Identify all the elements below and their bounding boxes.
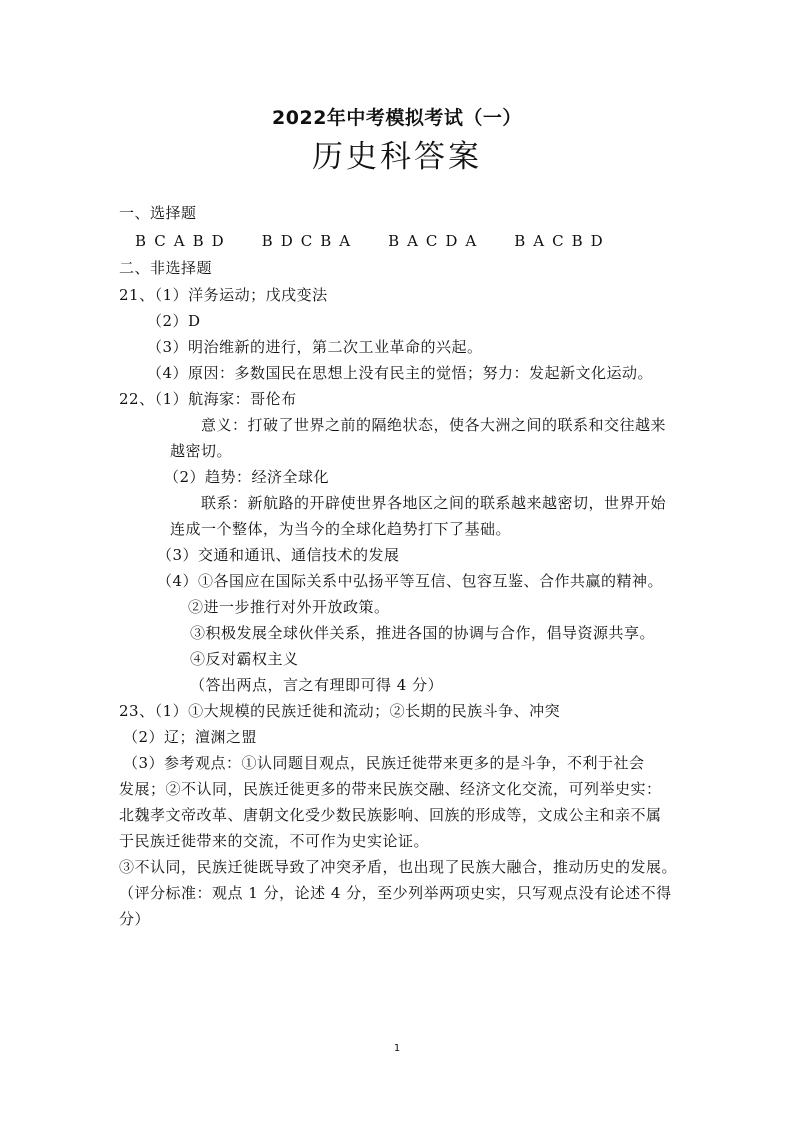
q22-scoring-note: （答出两点，言之有理即可得 4 分） [190,676,444,694]
q23-part3-line1: （3）参考观点：①认同题目观点，民族迁徙带来更多的是斗争，不利于社会 [123,754,645,772]
q22-part3: （3）交通和通讯、通信技术的发展 [157,546,400,564]
q23-part2: （2）辽；澶渊之盟 [123,728,258,746]
q22-part4-point4: ④反对霸权主义 [190,650,299,668]
q23-part3-line2: 发展；②不认同，民族迁徙更多的带来民族交融、经济文化交流，可列举史实： [119,780,662,798]
q22-part4-point2: ②进一步推行对外开放政策。 [188,598,390,616]
q21-part2: （2）D [147,312,201,330]
section-heading-choice: 一、选择题 [119,204,197,222]
q23-scoring-note-line2: 分） [119,910,151,928]
q22-part1: 22、（1）航海家：哥伦布 [119,390,297,408]
answer-group-3: BACDA [388,232,485,250]
answer-group-1: BCABD [135,232,232,250]
page-number: 1 [393,1043,401,1054]
q22-part4-point1: （4）①各国应在国际关系中弘扬平等互信、包容互鉴、合作共赢的精神。 [157,572,664,590]
choice-answers [135,231,641,251]
q23-part1: 23、（1）①大规模的民族迁徙和流动；②长期的民族斗争、冲突 [119,702,561,720]
q22-part1-meaning-line1: 意义：打破了世界之前的隔绝状态，使各大洲之间的联系和交往越来 [201,416,667,434]
answer-group-4: BACBD [514,232,611,250]
q22-part2: （2）趋势：经济全球化 [164,468,330,486]
q22-part2-link-line2: 连成一个整体，为当今的全球化趋势打下了基础。 [170,520,512,538]
exam-title: 2022年中考模拟考试（一） [272,107,522,129]
q23-scoring-note-line1: （评分标准：观点 1 分，论述 4 分，至少列举两项史实，只写观点没有论述不得 [119,884,672,902]
q22-part4-point3: ③积极发展全球伙伴关系，推进各国的协调与合作，倡导资源共享。 [190,624,656,642]
q22-part2-link-line1: 联系：新航路的开辟使世界各地区之间的联系越来越密切，世界开始 [201,494,667,512]
q22-part1-meaning-line2: 越密切。 [170,442,233,460]
q21-part1: 21、（1）洋务运动；戊戌变法 [119,286,328,304]
document-subtitle: 历史科答案 [312,139,482,175]
q23-part3-line4: 于民族迁徙带来的交流，不可作为史实论证。 [119,832,430,850]
q21-part3: （3）明治维新的进行，第二次工业革命的兴起。 [147,338,483,356]
q23-part3-line5: ③不认同，民族迁徙既导致了冲突矛盾，也出现了民族大融合，推动历史的发展。 [119,858,678,876]
section-heading-nonchoice: 二、非选择题 [119,259,213,277]
q21-part4: （4）原因：多数国民在思想上没有民主的觉悟；努力：发起新文化运动。 [147,364,654,382]
answer-group-2: BDCBA [261,232,359,250]
q23-part3-line3: 北魏孝文帝改革、唐朝文化受少数民族影响、回族的形成等，文成公主和亲不属 [119,806,662,824]
